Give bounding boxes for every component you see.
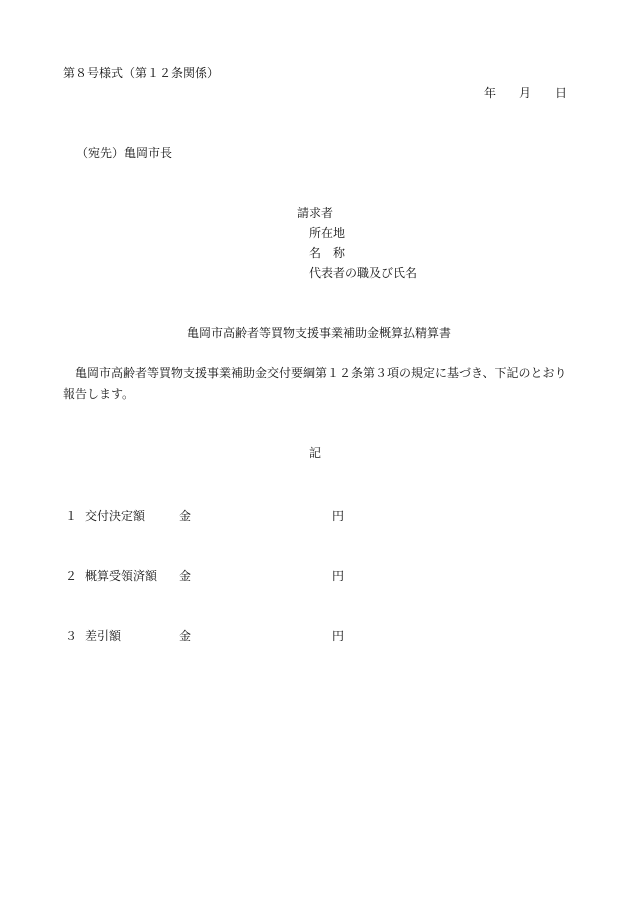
item-label: 概算受領済額 xyxy=(85,569,158,583)
item-prefix: 金 xyxy=(179,509,192,523)
item-row-1 xyxy=(63,507,463,521)
item-prefix: 金 xyxy=(179,569,192,583)
applicant-heading: 請求者 xyxy=(297,206,334,220)
body-text: 亀岡市高齢者等買物支援事業補助金交付要綱第１２条第３項の規定に基づき、下記のとおり報告します。 xyxy=(63,366,567,401)
item-number: １ xyxy=(65,509,78,523)
item-label: 交付決定額 xyxy=(85,509,146,523)
item-label: 差引額 xyxy=(85,629,122,643)
item-prefix: 金 xyxy=(179,629,192,643)
addressee: （宛先）亀岡市長 xyxy=(76,146,173,160)
item-number: ２ xyxy=(65,569,78,583)
date-day-label: 日 xyxy=(555,86,568,100)
item-number: ３ xyxy=(65,629,78,643)
record-mark: 記 xyxy=(309,446,322,460)
item-suffix: 円 xyxy=(332,569,345,583)
item-suffix: 円 xyxy=(332,629,345,643)
document-title: 亀岡市高齢者等買物支援事業補助金概算払精算書 xyxy=(187,326,452,340)
date-month-label: 月 xyxy=(519,86,532,100)
applicant-name-label: 名 称 xyxy=(309,246,346,260)
applicant-representative-label: 代表者の職及び氏名 xyxy=(309,266,418,280)
date-year-label: 年 xyxy=(484,86,497,100)
applicant-address-label: 所在地 xyxy=(309,226,346,240)
form-number: 第８号様式（第１２条関係） xyxy=(63,66,220,80)
item-row-2 xyxy=(63,567,463,581)
item-row-3 xyxy=(63,627,463,641)
item-suffix: 円 xyxy=(332,509,345,523)
